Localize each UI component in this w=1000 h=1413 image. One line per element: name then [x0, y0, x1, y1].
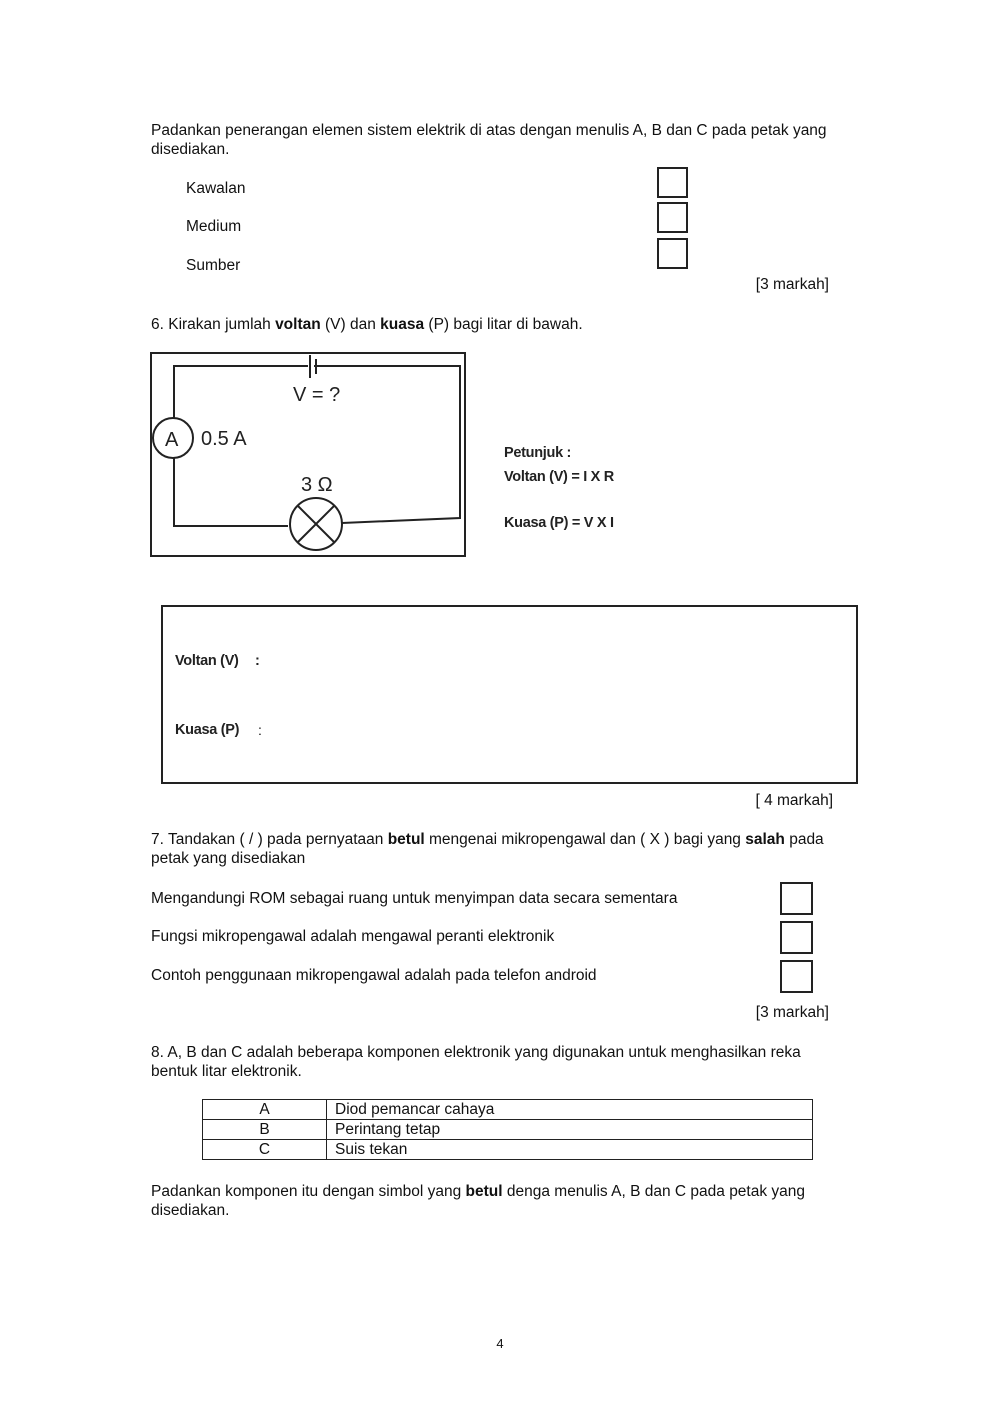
answer-voltage-colon: : — [255, 653, 260, 669]
component-code: A — [203, 1100, 327, 1120]
circuit-wire-bottom-left — [174, 458, 288, 526]
q7-answer-box-1[interactable] — [780, 882, 813, 915]
table-row — [203, 1140, 813, 1160]
q6-bold-voltan: voltan — [275, 316, 321, 333]
q7-bold-betul: betul — [387, 831, 425, 848]
table-row — [203, 1100, 813, 1120]
q8-bold-betul: betul — [465, 1183, 503, 1200]
component-table — [202, 1099, 813, 1160]
hint-power-formula: Kuasa (P) = V X I — [504, 515, 614, 531]
circuit-voltage-label: V = ? — [293, 384, 341, 406]
q6-question: 6. Kirakan jumlah voltan (V) dan kuasa (P) bagi litar di bawah. — [151, 316, 583, 333]
q7-answer-box-2[interactable] — [780, 921, 813, 954]
q5-item-sumber: Sumber — [186, 257, 241, 274]
circuit-current-label: 0.5 A — [201, 428, 247, 450]
circuit-figure — [150, 352, 466, 557]
table-row — [203, 1120, 813, 1140]
circuit-resistance-label: 3 Ω — [301, 474, 333, 496]
circuit-diagram — [152, 354, 464, 555]
component-name: Perintang tetap — [327, 1120, 813, 1140]
answer-voltage-label: Voltan (V) — [175, 653, 239, 669]
q7-statement-1: Mengandungi ROM sebagai ruang untuk menyimpan data secara sementara — [151, 890, 678, 907]
q7-question: 7. Tandakan ( / ) pada pernyataan betul mengenai mikropengawal dan ( X ) bagi yang salah pada petak yang disediakan — [151, 831, 824, 867]
q5-item-medium: Medium — [186, 218, 242, 235]
q7-bold-salah: salah — [745, 831, 785, 848]
q5-answer-box-1[interactable] — [657, 167, 688, 198]
q5-marks: [3 markah] — [755, 276, 829, 293]
q5-instruction: Padankan penerangan elemen sistem elektrik di atas dengan menulis A, B dan C pada petak yang disediakan. — [151, 122, 827, 158]
q8-instruction: Padankan komponen itu dengan simbol yang betul denga menulis A, B dan C pada petak yang disediakan. — [151, 1183, 806, 1219]
answer-power-label: Kuasa (P) — [175, 722, 240, 738]
component-name: Suis tekan — [327, 1140, 813, 1160]
answer-power-colon: : — [258, 722, 262, 738]
q7-marks: [3 markah] — [755, 1004, 829, 1021]
q5-item-kawalan: Kawalan — [186, 180, 246, 197]
hint-voltage-formula: Voltan (V) = I X R — [504, 469, 614, 485]
q6-answer-panel[interactable] — [161, 605, 858, 784]
q8-question: 8. A, B dan C adalah beberapa komponen elektronik yang digunakan untuk menghasilkan reka bentuk litar elektronik. — [151, 1044, 801, 1080]
q6-marks: [ 4 markah] — [755, 792, 833, 809]
q7-answer-box-3[interactable] — [780, 960, 813, 993]
q6-bold-kuasa: kuasa — [380, 316, 425, 333]
q5-answer-box-2[interactable] — [657, 202, 688, 233]
component-code: B — [203, 1120, 327, 1140]
ammeter-symbol: A — [165, 429, 179, 451]
circuit-wire-bottom-right — [342, 366, 460, 523]
q5-answer-box-3[interactable] — [657, 238, 688, 269]
q7-statement-2: Fungsi mikropengawal adalah mengawal peranti elektronik — [151, 928, 555, 945]
component-name: Diod pemancar cahaya — [327, 1100, 813, 1120]
q7-statement-3: Contoh penggunaan mikropengawal adalah pada telefon android — [151, 967, 597, 984]
component-code: C — [203, 1140, 327, 1160]
hint-title: Petunjuk : — [504, 445, 572, 461]
page-number: 4 — [496, 1336, 504, 1351]
circuit-wire-top-left — [174, 366, 308, 422]
